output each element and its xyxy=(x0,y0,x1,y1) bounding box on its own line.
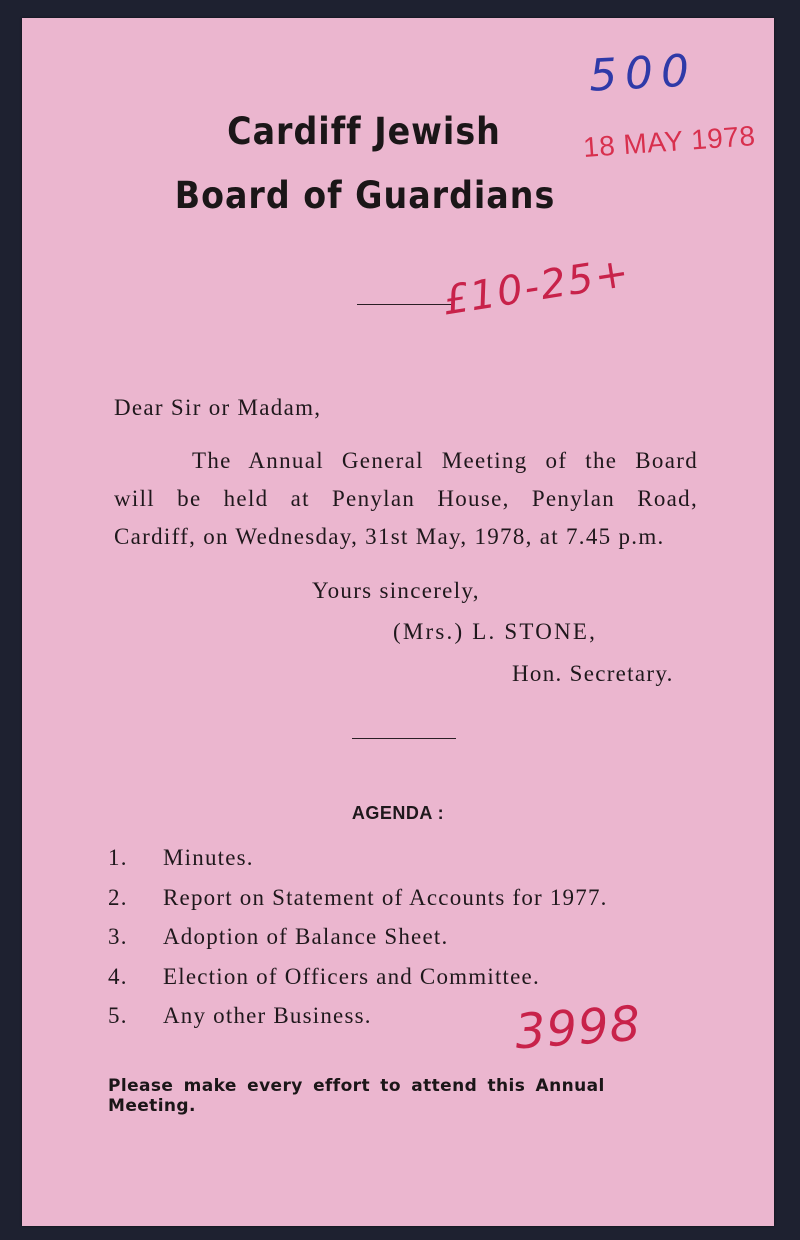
agenda-item-text: Adoption of Balance Sheet. xyxy=(163,924,449,949)
agenda-item xyxy=(108,917,728,957)
agenda-item-text: Any other Business. xyxy=(163,1003,372,1028)
salutation: Dear Sir or Madam, xyxy=(114,395,322,420)
letter-body-line-1: The Annual General Meeting of the Board xyxy=(192,448,698,473)
handwritten-count-note: 500 xyxy=(587,45,699,102)
agenda-item-text: Minutes. xyxy=(163,845,254,870)
signer-title: Hon. Secretary. xyxy=(512,661,674,686)
attendance-note: Please make every effort to attend this Annual Meeting. xyxy=(108,1076,605,1116)
letter-body xyxy=(114,442,698,556)
price-rule xyxy=(357,304,453,305)
title-line-2: Board of Guardians xyxy=(174,174,556,217)
agenda-item-number: 3. xyxy=(108,924,128,949)
agenda-heading: AGENDA : xyxy=(351,803,445,823)
agenda-item-number: 5. xyxy=(108,1003,128,1028)
letter-body-line-3: Cardiff, on Wednesday, 31st May, 1978, at 7.45 p.m. xyxy=(114,524,665,549)
signer-name: (Mrs.) L. STONE, xyxy=(393,619,598,644)
agenda-item-text: Report on Statement of Accounts for 1977. xyxy=(163,884,608,910)
title-line-1: Cardiff Jewish xyxy=(227,110,501,153)
letter-body-line-2: will be held at Penylan House, Penylan Road, xyxy=(114,486,698,511)
section-divider xyxy=(352,738,456,739)
agenda-item-number: 4. xyxy=(108,963,128,989)
date-received-stamp: 18 MAY 1978 xyxy=(582,120,757,163)
closing: Yours sincerely, xyxy=(312,578,480,603)
agenda-item-number: 2. xyxy=(108,884,128,910)
agenda-item xyxy=(108,957,728,997)
agenda-item-text: Election of Officers and Committee. xyxy=(163,963,540,989)
agenda-item-number: 1. xyxy=(108,845,128,870)
handwritten-price-note: £10-25+ xyxy=(439,249,634,325)
agenda-item xyxy=(108,878,728,918)
handwritten-reference-note: 3998 xyxy=(513,995,643,1061)
agenda-item xyxy=(108,838,728,878)
document-sheet xyxy=(22,18,774,1226)
